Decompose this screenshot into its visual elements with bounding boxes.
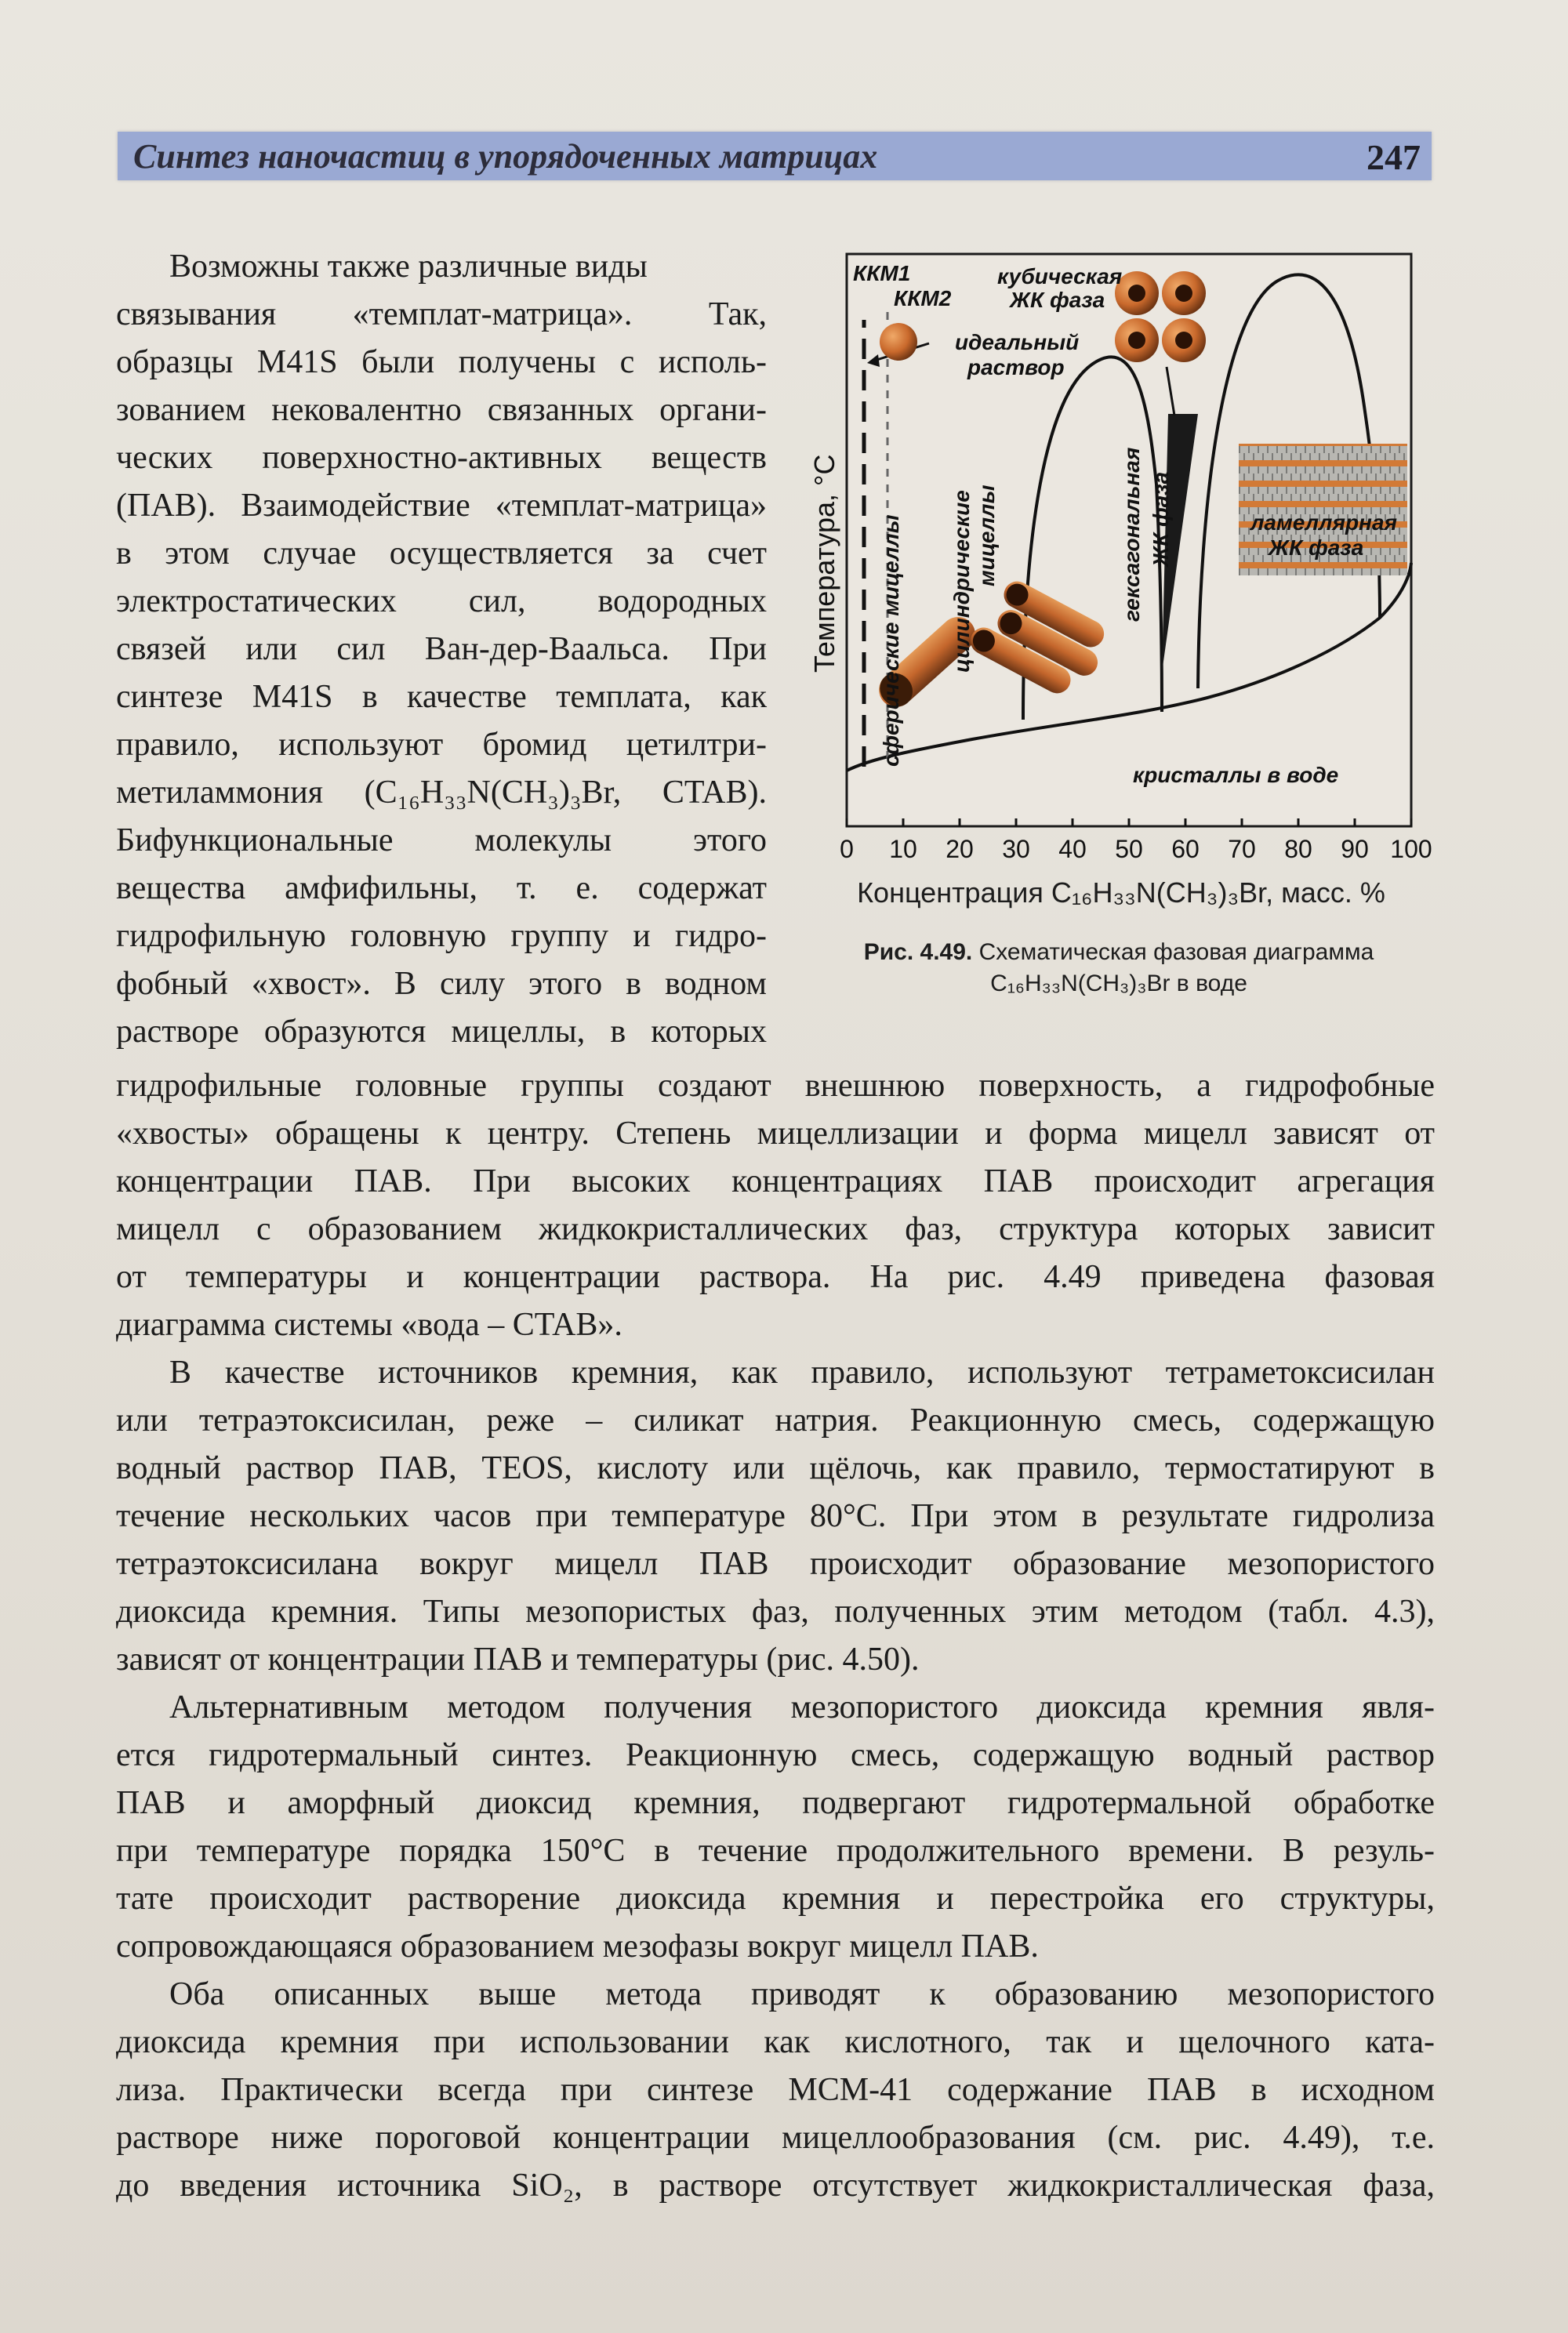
text-line: от температуры и концентрации раствора. На рис. 4.49 приведена фазовая [116, 1259, 1435, 1295]
label-spherical: сферические мицеллы [879, 514, 903, 767]
text-line: диаграмма системы «вода – CTAB». [116, 1307, 622, 1343]
text-line: правило, используют бромид цетилтри- [116, 727, 767, 763]
text-line: тате происходит растворение диоксида кремния и перестройка его структуры, [116, 1881, 1435, 1917]
text-line: Бифункциональные молекулы этого [116, 822, 767, 858]
text-line: «хвосты» обращены к центру. Степень мицеллизации и форма мицелл зависят от [116, 1116, 1435, 1152]
label-hexagonal: гексагональная [1120, 447, 1144, 622]
text-line: (ПАВ). Взаимодействие «темплат-матрица» [116, 488, 767, 524]
x-axis-label: Концентрация C₁₆H₃₃N(CH₃)₃Br, масс. % [857, 876, 1385, 909]
text-line: в этом случае осуществляется за счет [116, 535, 767, 571]
text-line: диоксида кремния. Типы мезопористых фаз, полученных этим методом (табл. 4.3), [116, 1594, 1435, 1630]
label-ideal-2: раствор [967, 355, 1065, 379]
text-line: вещества амфифильны, т. е. содержат [116, 870, 767, 906]
label-cubic-2: ЖК фаза [1010, 288, 1105, 312]
text-line: тетраэтоксисилана вокруг мицелл ПАВ происходит образование мезопористого [116, 1546, 1435, 1582]
text-line: водный раствор ПАВ, TEOS, кислоту или щёлочь, как правило, термостатируют в [116, 1450, 1435, 1486]
x-tick-label: 40 [1058, 835, 1087, 863]
text-line: концентрации ПАВ. При высоких концентрациях ПАВ происходит агрегация [116, 1163, 1435, 1199]
caption-text: Схематическая фазовая диаграмма [978, 939, 1374, 965]
text-line: при температуре порядка 150°C в течение продолжительного времени. В резуль- [116, 1833, 1435, 1869]
x-tick-label: 0 [840, 835, 854, 863]
label-cylindrical: цилиндрические [949, 490, 974, 673]
text-line: течение нескольких часов при температуре 80°C. При этом в результате гидролиза [116, 1498, 1435, 1534]
text-line: до введения источника SiO₂, в растворе отсутствует жидкокристаллическая фаза, [116, 2168, 1435, 2204]
text-line: лиза. Практически всегда при синтезе MCM-41 содержание ПАВ в исходном [116, 2072, 1435, 2108]
phase-diagram-svg [800, 249, 1435, 876]
text-line: гидрофильные головные группы создают внешнюю поверхность, а гидрофобные [116, 1068, 1435, 1104]
label-hexagonal-2: ЖК фаза [1149, 471, 1173, 567]
text-line: электростатических сил, водородных [116, 583, 767, 619]
x-tick-label: 30 [1002, 835, 1030, 863]
label-lamellar-2: ЖК фаза [1269, 535, 1364, 560]
page-number: 247 [1367, 137, 1421, 177]
text-line: гидрофильную головную группу и гидро- [116, 918, 767, 954]
x-tick-label: 90 [1341, 835, 1369, 863]
main-text [116, 1062, 1435, 2210]
text-line: метиламмония (C₁₆H₃₃N(CH₃)₃Br, CTAB). [116, 775, 767, 811]
caption-text-2: C₁₆H₃₃N(CH₃)₃Br в воде [990, 971, 1247, 996]
x-tick-label: 10 [889, 835, 917, 863]
text-line: связывания «темплат-матрица». Так, [116, 296, 767, 332]
label-cubic: кубическая [997, 264, 1123, 288]
text-line: фобный «хвост». В силу этого в водном [116, 966, 767, 1002]
label-ideal: идеальный [955, 330, 1080, 354]
x-tick-label: 80 [1284, 835, 1312, 863]
text-line: зависят от концентрации ПАВ и температуры (рис. 4.50). [116, 1642, 920, 1678]
text-line: растворе ниже пороговой концентрации мицеллообразования (см. рис. 4.49), т.е. [116, 2120, 1435, 2156]
x-tick-label: 60 [1171, 835, 1200, 863]
wrapped-paragraph [116, 243, 767, 1056]
text-line: сопровождающаяся образованием мезофазы вокруг мицелл ПАВ. [116, 1928, 1039, 1965]
text-line: зованием нековалентно связанных органи- [116, 392, 767, 428]
label-cylindrical-2: мицеллы [975, 484, 999, 586]
text-line: диоксида кремния при использовании как кислотного, так и щелочного ката- [116, 2024, 1435, 2060]
running-header-title: Синтез наночастиц в упорядоченных матрицах [133, 137, 878, 176]
text-line: ется гидротермальный синтез. Реакционную смесь, содержащую водный раствор [116, 1737, 1435, 1773]
text-line: Альтернативным методом получения мезопористого диоксида кремния явля- [169, 1689, 1435, 1725]
x-tick-label: 100 [1390, 835, 1432, 863]
caption-label: Рис. 4.49. [863, 939, 973, 965]
x-tick-label: 20 [946, 835, 974, 863]
running-header [118, 132, 1432, 180]
text-line: Оба описанных выше метода приводят к образованию мезопористого [169, 1976, 1435, 2012]
x-tick-label: 70 [1228, 835, 1256, 863]
text-line: или тетраэтоксисилан, реже – силикат натрия. Реакционную смесь, содержащую [116, 1402, 1435, 1439]
label-kkm1: ККМ1 [853, 261, 911, 285]
y-axis-label: Температура, °C [808, 454, 840, 673]
text-line: ческих поверхностно-активных веществ [116, 440, 767, 476]
text-line: растворе образуются мицеллы, в которых [116, 1014, 767, 1050]
label-kkm2: ККМ2 [894, 286, 952, 310]
text-line: мицелл с образованием жидкокристаллических фаз, структура которых зависит [116, 1211, 1435, 1247]
text-line: В качестве источников кремния, как правило, используют тетраметоксисилан [169, 1355, 1435, 1391]
spherical-micelle-icon [880, 323, 917, 361]
text-line: ПАВ и аморфный диоксид кремния, подвергают гидротермальной обработке [116, 1785, 1435, 1821]
text-line: Возможны также различные виды [169, 249, 648, 285]
text-line: синтезе M41S в качестве темплата, как [116, 679, 767, 715]
label-crystals: кристаллы в воде [1133, 763, 1339, 787]
label-lamellar: ламеллярная [1250, 510, 1398, 535]
figure-caption [793, 937, 1444, 1000]
x-tick-label: 50 [1115, 835, 1143, 863]
text-line: образцы M41S были получены с исполь- [116, 344, 767, 380]
text-line: связей или сил Ван-дер-Ваальса. При [116, 631, 767, 667]
